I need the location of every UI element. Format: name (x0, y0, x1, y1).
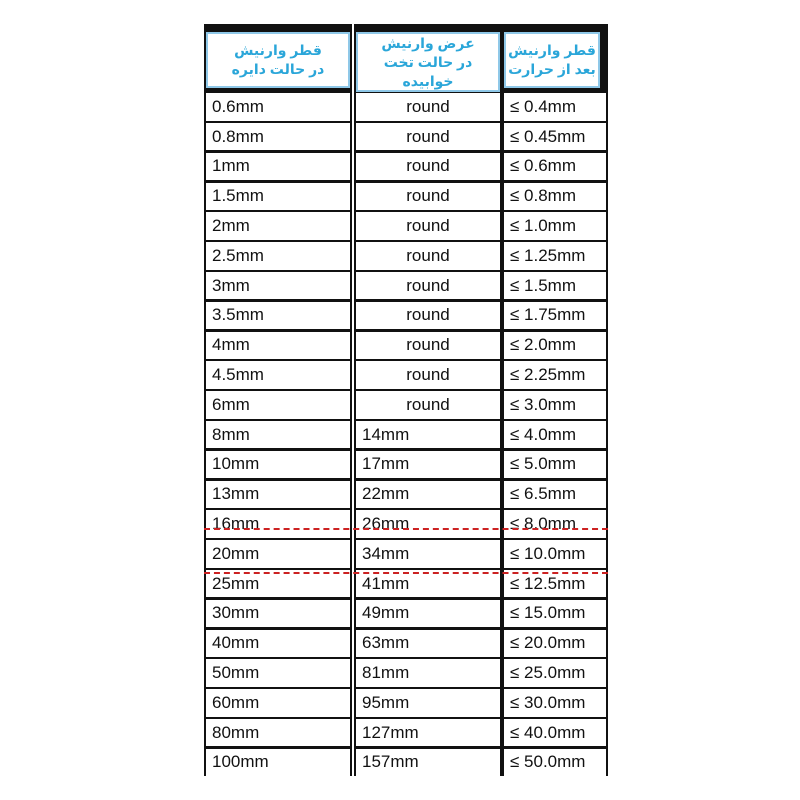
table-cell: ≤ 6.5mm (504, 481, 606, 508)
table-cell: round (356, 212, 500, 239)
table-cell: ≤ 30.0mm (504, 689, 606, 716)
table-cell: ≤ 15.0mm (504, 600, 606, 627)
table-cell: 3mm (206, 272, 350, 299)
highlight-line-bottom (204, 572, 608, 574)
table-cell: ≤ 10.0mm (504, 540, 606, 567)
table-cell: ≤ 1.75mm (504, 302, 606, 329)
table-cell: round (356, 183, 500, 210)
header-round-diameter (206, 32, 350, 88)
highlight-line-top (204, 528, 608, 530)
table-cell: 0.6mm (206, 93, 350, 120)
table-cell: round (356, 242, 500, 269)
header-shrunk-diameter (504, 32, 600, 88)
table-cell: 13mm (206, 481, 350, 508)
table-cell: ≤ 8.0mm (504, 510, 606, 537)
table-cell: 63mm (356, 630, 500, 657)
table-cell: 1.5mm (206, 183, 350, 210)
table-cell: 4.5mm (206, 361, 350, 388)
table-cell: round (356, 272, 500, 299)
table-cell: ≤ 1.5mm (504, 272, 606, 299)
table-cell: 0.8mm (206, 123, 350, 150)
table-cell: round (356, 302, 500, 329)
header-round-diameter-line1: قطر وارنیش (234, 42, 322, 58)
table-cell: ≤ 0.6mm (504, 153, 606, 180)
table-cell: ≤ 50.0mm (504, 749, 606, 776)
table-cell: 95mm (356, 689, 500, 716)
header-round-diameter-line2: در حالت دایره (231, 61, 325, 77)
table-cell: 26mm (356, 510, 500, 537)
table-cell: 157mm (356, 749, 500, 776)
table-cell: round (356, 391, 500, 418)
table-cell: 30mm (206, 600, 350, 627)
table-cell: ≤ 0.8mm (504, 183, 606, 210)
header-flat-width-line1: عرض وارنیش (381, 34, 475, 51)
table-cell: ≤ 2.25mm (504, 361, 606, 388)
table-cell: 49mm (356, 600, 500, 627)
table-cell: round (356, 153, 500, 180)
table-cell: 50mm (206, 659, 350, 686)
table-cell: 6mm (206, 391, 350, 418)
table-cell: ≤ 5.0mm (504, 451, 606, 478)
table-cell: ≤ 20.0mm (504, 630, 606, 657)
table-cell: 16mm (206, 510, 350, 537)
table-cell: 20mm (206, 540, 350, 567)
table-cell: round (356, 93, 500, 120)
table-cell: 2.5mm (206, 242, 350, 269)
table-cell: ≤ 0.45mm (504, 123, 606, 150)
table-cell: 60mm (206, 689, 350, 716)
table-cell: 25mm (206, 570, 350, 597)
table-cell: ≤ 4.0mm (504, 421, 606, 448)
table-cell: 2mm (206, 212, 350, 239)
size-table (204, 24, 608, 776)
table-cell: ≤ 0.4mm (504, 93, 606, 120)
table-cell: 14mm (356, 421, 500, 448)
table-cell: 10mm (206, 451, 350, 478)
table-cell: ≤ 3.0mm (504, 391, 606, 418)
table-cell: 4mm (206, 332, 350, 359)
table-cell: ≤ 12.5mm (504, 570, 606, 597)
table-cell: ≤ 40.0mm (504, 719, 606, 746)
table-cell: 17mm (356, 451, 500, 478)
table-cell: 3.5mm (206, 302, 350, 329)
table-cell: round (356, 332, 500, 359)
table-cell: ≤ 25.0mm (504, 659, 606, 686)
table-cell: ≤ 2.0mm (504, 332, 606, 359)
header-shrunk-diameter-line1: قطر وارنیش (508, 42, 596, 58)
table-cell: 22mm (356, 481, 500, 508)
header-shrunk-diameter-line2: بعد از حرارت (508, 61, 596, 77)
table-cell: 34mm (356, 540, 500, 567)
table-cell: 80mm (206, 719, 350, 746)
table-cell: 81mm (356, 659, 500, 686)
table-cell: 127mm (356, 719, 500, 746)
table-cell: ≤ 1.25mm (504, 242, 606, 269)
table-cell: 1mm (206, 153, 350, 180)
table-cell: 100mm (206, 749, 350, 776)
table-cell: round (356, 361, 500, 388)
table-cell: ≤ 1.0mm (504, 212, 606, 239)
header-flat-width (356, 32, 500, 92)
table-cell: 8mm (206, 421, 350, 448)
table-cell: 40mm (206, 630, 350, 657)
header-flat-width-line2: در حالت تخت خوابیده (383, 53, 473, 89)
table-cell: 41mm (356, 570, 500, 597)
table-cell: round (356, 123, 500, 150)
